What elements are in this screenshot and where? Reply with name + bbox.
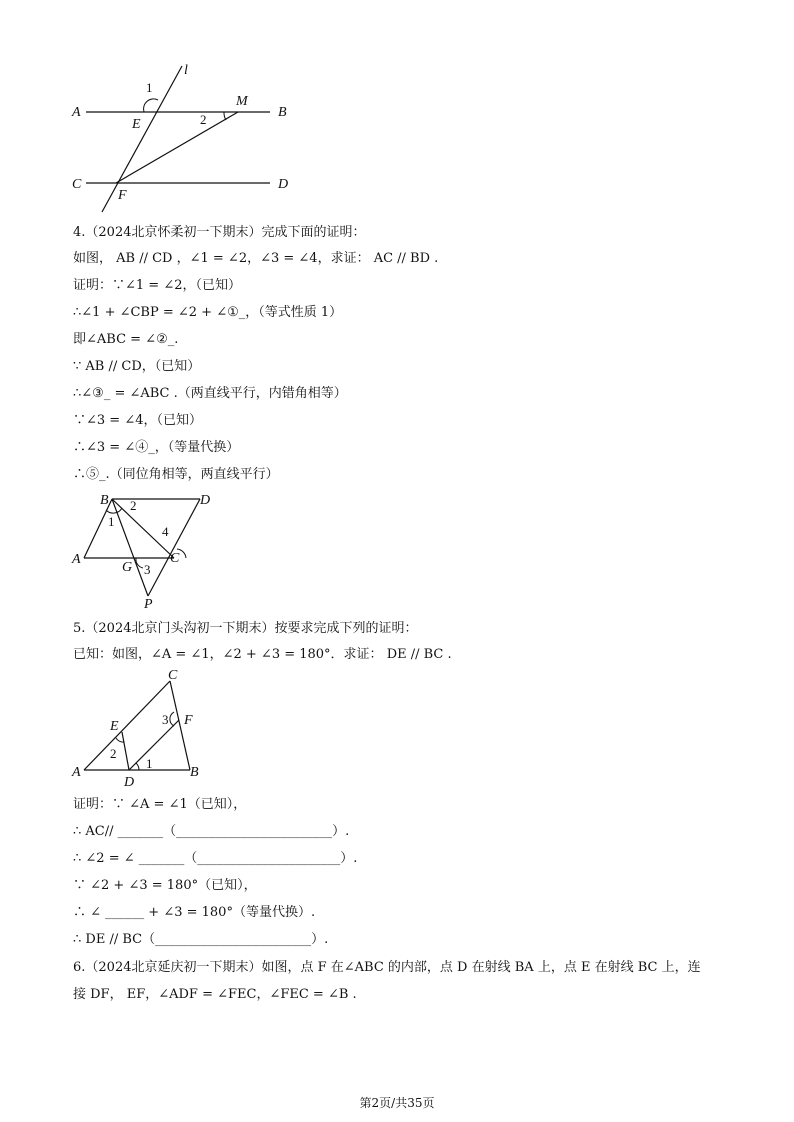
q4-step-3: 即∠ABC = ∠②_. <box>73 332 179 347</box>
label-b: B <box>278 105 287 120</box>
q5-step-2: ∴ AC// _______（________________________）. <box>73 824 350 839</box>
label-1: 1 <box>146 80 153 95</box>
label-3: 3 <box>144 562 151 577</box>
q4-step-8: ∴⑤_.（同位角相等，两直线平行） <box>73 467 279 482</box>
label-p: P <box>144 597 153 612</box>
page-footer: 第2页/共35页 <box>359 1096 435 1110</box>
label-d: D <box>200 493 211 508</box>
label-g: G <box>122 560 133 575</box>
label-c: C <box>72 177 82 192</box>
q4-step-4: ∵ AB // CD，（已知） <box>73 359 201 374</box>
q6-line-2: 接 DF， EF，∠ADF = ∠FEC，∠FEC = ∠B . <box>73 987 357 1002</box>
label-3: 3 <box>162 712 169 727</box>
q6-line-1: 6.（2024北京延庆初一下期末）如图，点 F 在∠ABC 的内部，点 D 在射线 BA 上，点 E 在射线 BC 上，连 <box>73 960 701 975</box>
label-b: B <box>100 493 109 508</box>
angle-3-arc <box>170 712 174 726</box>
segment-df <box>129 720 179 770</box>
q5-step-5: ∴ ∠ ______ + ∠3 = 180°（等量代换）. <box>73 905 316 920</box>
q4-step-5: ∴∠③_ = ∠ABC .（两直线平行，内错角相等） <box>73 386 347 401</box>
label-e: E <box>132 117 141 132</box>
label-2: 2 <box>200 112 207 127</box>
line-dp <box>148 499 200 596</box>
label-f: F <box>184 713 193 728</box>
line-bp <box>112 499 148 596</box>
figure-q5-triangle <box>66 664 216 788</box>
q5-step-3: ∴ ∠2 = ∠ _______（______________________）. <box>73 851 358 866</box>
q4-step-1: 证明：∵∠1 = ∠2，（已知） <box>73 278 241 293</box>
label-a: A <box>72 105 81 120</box>
segment-de <box>122 732 129 770</box>
q4-step-7: ∴∠3 = ∠④_，（等量代换） <box>73 440 240 455</box>
q5-step-6: ∴ DE // BC（________________________）. <box>73 932 329 947</box>
label-d: D <box>278 177 289 192</box>
label-2: 2 <box>130 498 137 513</box>
line-l <box>102 66 182 212</box>
q4-step-2: ∴∠1 + ∠CBP = ∠2 + ∠①_，（等式性质 1） <box>73 305 343 320</box>
label-c: C <box>170 551 180 566</box>
label-l: l <box>184 63 188 78</box>
figure-q4-diagram <box>66 486 226 614</box>
q5-title: 5.（2024北京门头沟初一下期末）按要求完成下列的证明： <box>73 621 418 636</box>
label-m: M <box>236 94 248 109</box>
q4-given: 如图， AB // CD ，∠1 = ∠2，∠3 = ∠4，求证： AC // BD . <box>73 251 439 266</box>
q4-title: 4.（2024北京怀柔初一下期末）完成下面的证明： <box>73 225 366 240</box>
angle-b-arc <box>106 508 122 513</box>
figure-parallel-lines-transversal <box>66 58 306 218</box>
angle-1-arc <box>136 763 139 770</box>
q5-step-4: ∵ ∠2 + ∠3 = 180°（已知）， <box>73 878 257 893</box>
label-4: 4 <box>162 524 169 539</box>
label-d: D <box>124 775 135 788</box>
label-e: E <box>110 719 119 734</box>
label-f: F <box>118 188 127 203</box>
angle-1-arc <box>144 99 158 112</box>
label-2: 2 <box>110 746 117 761</box>
q5-given: 已知：如图，∠A = ∠1，∠2 + ∠3 = 180°．求证： DE // BC . <box>73 647 452 662</box>
angle-2-arc <box>224 112 226 120</box>
label-c: C <box>168 668 178 683</box>
q4-step-6: ∵∠3 = ∠4，（已知） <box>73 413 202 428</box>
label-b: B <box>190 765 199 780</box>
q5-step-1: 证明：∵ ∠A = ∠1（已知）， <box>73 797 247 812</box>
label-1: 1 <box>108 514 115 529</box>
label-1: 1 <box>146 756 153 771</box>
label-a: A <box>72 765 81 780</box>
label-a: A <box>72 552 81 567</box>
